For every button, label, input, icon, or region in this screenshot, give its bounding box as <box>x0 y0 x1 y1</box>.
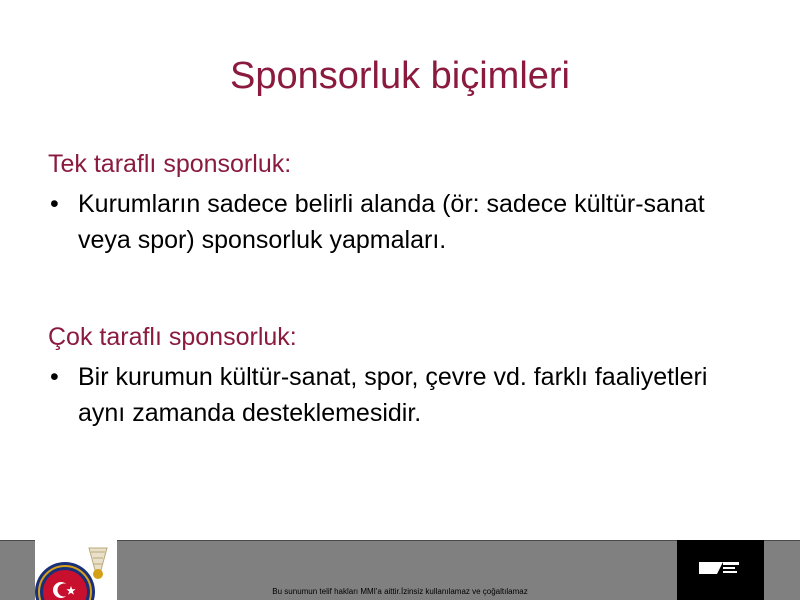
federation-emblem-icon <box>35 540 117 600</box>
bullet-text-single: Kurumların sadece belirli alanda (ör: sadece kültür-sanat veya spor) sponsorluk yapmaları. <box>78 190 705 254</box>
bullet-dot: • <box>50 190 59 218</box>
bullet-text-multi: Bir kurumun kültür-sanat, spor, çevre vd. farklı faaliyetleri aynı zamanda desteklemesidir. <box>78 363 708 427</box>
bullet-item-multi <box>48 359 748 431</box>
slide-content <box>48 146 748 431</box>
copyright-notice: Bu sunumun telif hakları MMI'a aittir.İzinsiz kullanılamaz ve çoğaltılamaz <box>272 587 528 596</box>
bullet-dot: • <box>50 363 59 391</box>
slide-title: Sponsorluk biçimleri <box>229 55 570 97</box>
mmi-logo-icon <box>677 540 764 600</box>
section-heading-multi: Çok taraflı sponsorluk: <box>48 323 297 351</box>
bullet-item-single <box>48 186 748 258</box>
section-heading-single: Tek taraflı sponsorluk: <box>48 150 292 178</box>
